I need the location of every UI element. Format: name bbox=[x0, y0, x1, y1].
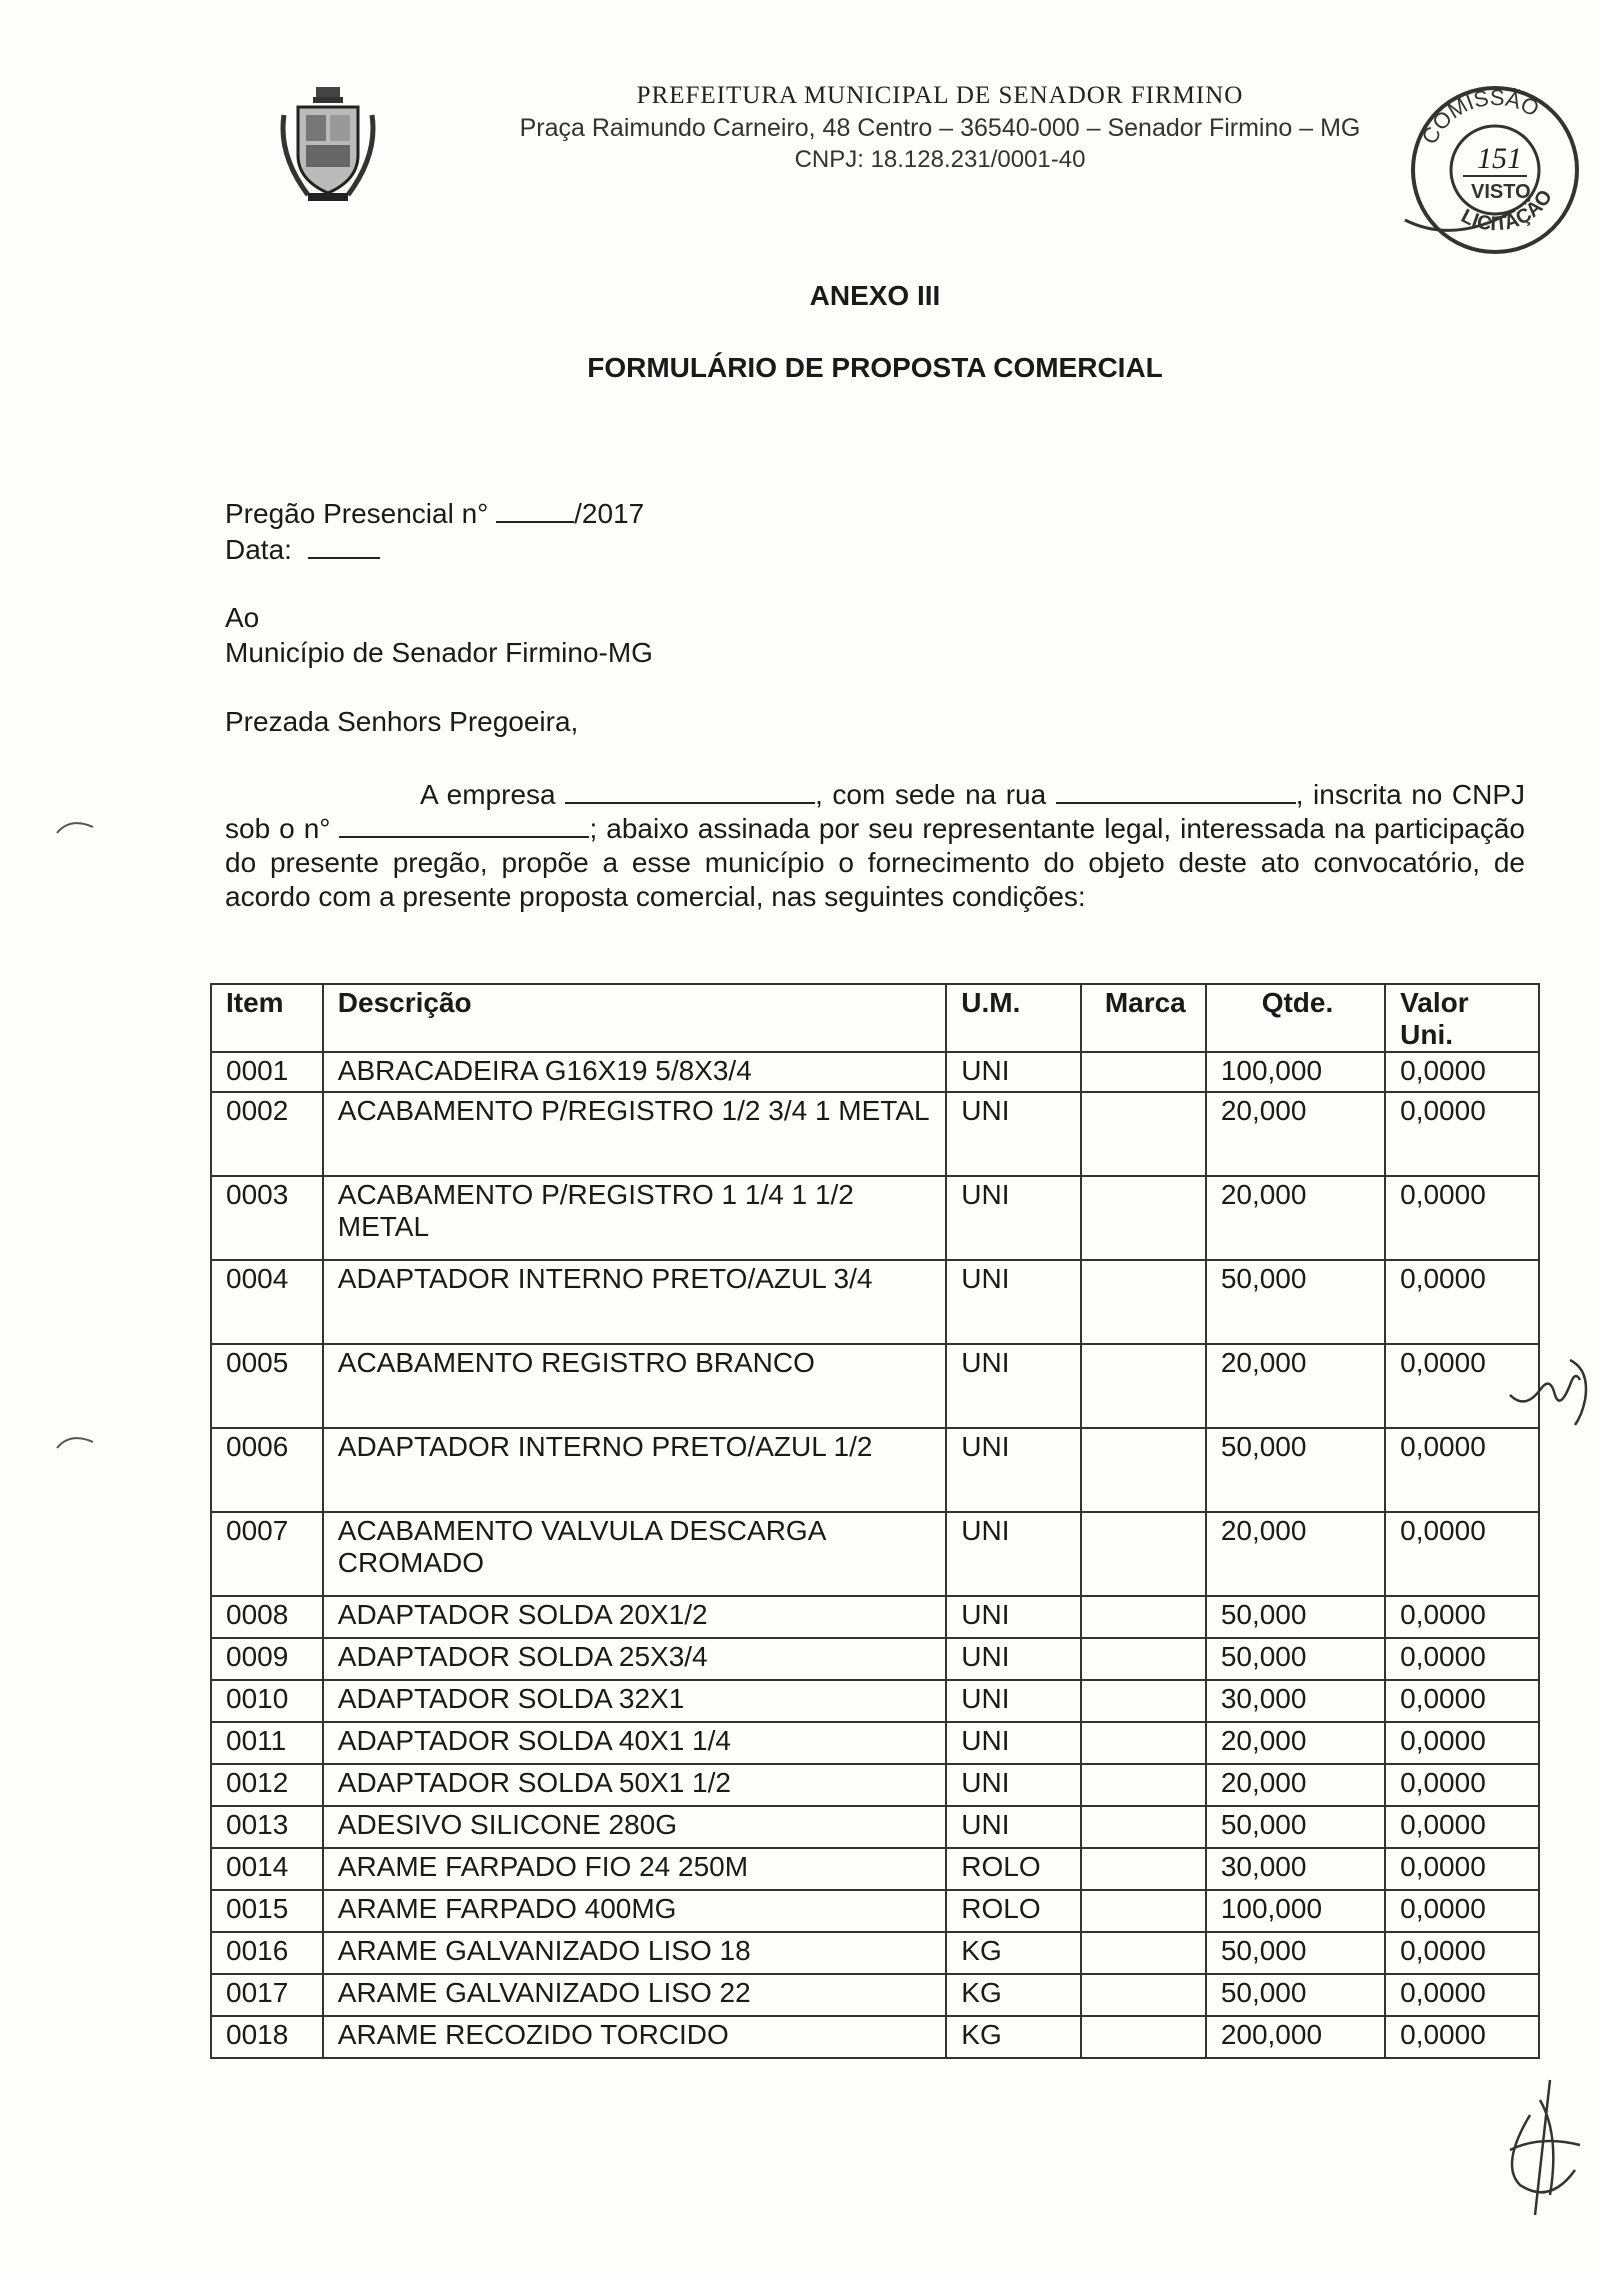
cell-qtde: 20,000 bbox=[1206, 1176, 1385, 1260]
cell-qtde: 20,000 bbox=[1206, 1344, 1385, 1428]
letterhead-address: Praça Raimundo Carneiro, 48 Centro – 36540-000 – Senador Firmino – MG bbox=[519, 114, 1361, 142]
cell-item: 0003 bbox=[211, 1176, 323, 1260]
cell-item: 0008 bbox=[211, 1596, 323, 1638]
cell-valor: 0,0000 bbox=[1385, 1512, 1539, 1596]
proposal-paragraph bbox=[225, 778, 1525, 914]
cell-um: UNI bbox=[946, 1638, 1080, 1680]
municipal-crest-icon bbox=[278, 85, 378, 205]
cell-description: ADAPTADOR SOLDA 20X1/2 bbox=[323, 1596, 946, 1638]
header-marca: Marca bbox=[1081, 984, 1206, 1052]
cell-qtde: 100,000 bbox=[1206, 1890, 1385, 1932]
cell-um: UNI bbox=[946, 1596, 1080, 1638]
cell-um: UNI bbox=[946, 1344, 1080, 1428]
cell-valor: 0,0000 bbox=[1385, 1680, 1539, 1722]
annex-heading: ANEXO III bbox=[809, 280, 941, 311]
cell-marca bbox=[1081, 1764, 1206, 1806]
commission-stamp bbox=[1395, 70, 1595, 270]
svg-text:151: 151 bbox=[1477, 142, 1522, 175]
cell-marca bbox=[1081, 1176, 1206, 1260]
table-row bbox=[211, 1974, 1539, 2016]
addressee-line-1: Ao bbox=[225, 602, 260, 633]
cell-description: ADAPTADOR SOLDA 40X1 1/4 bbox=[323, 1722, 946, 1764]
letterhead-cnpj: CNPJ: 18.128.231/0001-40 bbox=[794, 146, 1086, 173]
cell-qtde: 50,000 bbox=[1206, 1428, 1385, 1512]
header-item: Item bbox=[211, 984, 323, 1052]
cell-description: ACABAMENTO REGISTRO BRANCO bbox=[323, 1344, 946, 1428]
cell-um: UNI bbox=[946, 1428, 1080, 1512]
cell-item: 0010 bbox=[211, 1680, 323, 1722]
cell-valor: 0,0000 bbox=[1385, 1428, 1539, 1512]
margin-mark bbox=[55, 1430, 95, 1450]
cell-description: ACABAMENTO VALVULA DESCARGA CROMADO bbox=[323, 1512, 946, 1596]
cell-um: UNI bbox=[946, 1722, 1080, 1764]
svg-text:VISTO: VISTO bbox=[1471, 181, 1531, 203]
salutation: Prezada Senhors Pregoeira, bbox=[225, 706, 579, 737]
cell-description: ADAPTADOR SOLDA 25X3/4 bbox=[323, 1638, 946, 1680]
cell-description: ARAME FARPADO 400MG bbox=[323, 1890, 946, 1932]
cell-valor: 0,0000 bbox=[1385, 1092, 1539, 1176]
cell-marca bbox=[1081, 1052, 1206, 1092]
table-row bbox=[211, 1932, 1539, 1974]
cell-item: 0017 bbox=[211, 1974, 323, 2016]
margin-mark bbox=[55, 815, 95, 835]
pregao-line bbox=[225, 496, 644, 532]
cell-item: 0018 bbox=[211, 2016, 323, 2058]
table-row bbox=[211, 1848, 1539, 1890]
cell-um: UNI bbox=[946, 1176, 1080, 1260]
header-valor: Valor Uni. bbox=[1385, 984, 1539, 1052]
table-header-row bbox=[211, 984, 1539, 1052]
cell-description: ACABAMENTO P/REGISTRO 1/2 3/4 1 METAL bbox=[323, 1092, 946, 1176]
pregao-number-blank[interactable] bbox=[496, 499, 574, 523]
cell-valor: 0,0000 bbox=[1385, 1890, 1539, 1932]
table-row bbox=[211, 1764, 1539, 1806]
cell-valor: 0,0000 bbox=[1385, 1344, 1539, 1428]
cell-description: ARAME GALVANIZADO LISO 22 bbox=[323, 1974, 946, 2016]
cell-qtde: 100,000 bbox=[1206, 1052, 1385, 1092]
date-line bbox=[225, 532, 380, 568]
date-blank[interactable] bbox=[308, 535, 380, 559]
cell-um: UNI bbox=[946, 1260, 1080, 1344]
cell-valor: 0,0000 bbox=[1385, 1806, 1539, 1848]
table-row bbox=[211, 2016, 1539, 2058]
date-label: Data: bbox=[225, 534, 292, 565]
cell-valor: 0,0000 bbox=[1385, 1848, 1539, 1890]
cell-marca bbox=[1081, 1512, 1206, 1596]
cell-marca bbox=[1081, 1932, 1206, 1974]
cell-valor: 0,0000 bbox=[1385, 1052, 1539, 1092]
cell-description: ADAPTADOR SOLDA 32X1 bbox=[323, 1680, 946, 1722]
cell-description: ADAPTADOR INTERNO PRETO/AZUL 1/2 bbox=[323, 1428, 946, 1512]
cell-marca bbox=[1081, 1596, 1206, 1638]
table-row bbox=[211, 1638, 1539, 1680]
cell-description: ARAME FARPADO FIO 24 250M bbox=[323, 1848, 946, 1890]
cell-marca bbox=[1081, 1344, 1206, 1428]
table-row bbox=[211, 1260, 1539, 1344]
cell-description: ACABAMENTO P/REGISTRO 1 1/4 1 1/2 METAL bbox=[323, 1176, 946, 1260]
cell-description: ADESIVO SILICONE 280G bbox=[323, 1806, 946, 1848]
header-description: Descrição bbox=[323, 984, 946, 1052]
addressee-line-2: Município de Senador Firmino-MG bbox=[225, 637, 653, 668]
cell-qtde: 50,000 bbox=[1206, 1596, 1385, 1638]
cell-valor: 0,0000 bbox=[1385, 1932, 1539, 1974]
paragraph-part-1: A empresa bbox=[420, 779, 556, 810]
cell-description: ARAME GALVANIZADO LISO 18 bbox=[323, 1932, 946, 1974]
table-row bbox=[211, 1052, 1539, 1092]
cell-item: 0007 bbox=[211, 1512, 323, 1596]
table-row bbox=[211, 1176, 1539, 1260]
header-qtde: Qtde. bbox=[1206, 984, 1385, 1052]
table-row bbox=[211, 1722, 1539, 1764]
paragraph-part-3: , inscrita no CNPJ sob o n° bbox=[225, 779, 1526, 844]
table-row bbox=[211, 1680, 1539, 1722]
cell-qtde: 20,000 bbox=[1206, 1092, 1385, 1176]
cell-um: UNI bbox=[946, 1764, 1080, 1806]
cell-item: 0006 bbox=[211, 1428, 323, 1512]
cell-marca bbox=[1081, 1722, 1206, 1764]
company-name-blank[interactable] bbox=[565, 780, 815, 804]
cell-item: 0004 bbox=[211, 1260, 323, 1344]
cell-valor: 0,0000 bbox=[1385, 1722, 1539, 1764]
cell-qtde: 30,000 bbox=[1206, 1680, 1385, 1722]
pregao-year: /2017 bbox=[574, 498, 645, 529]
cell-qtde: 20,000 bbox=[1206, 1512, 1385, 1596]
cell-um: UNI bbox=[946, 1806, 1080, 1848]
cell-qtde: 50,000 bbox=[1206, 1974, 1385, 2016]
cell-qtde: 50,000 bbox=[1206, 1932, 1385, 1974]
cell-um: KG bbox=[946, 1932, 1080, 1974]
letterhead bbox=[440, 80, 1440, 176]
cell-description: ABRACADEIRA G16X19 5/8X3/4 bbox=[323, 1052, 946, 1092]
margin-initials-signature bbox=[1500, 1340, 1600, 1430]
cell-qtde: 30,000 bbox=[1206, 1848, 1385, 1890]
cell-item: 0016 bbox=[211, 1932, 323, 1974]
cell-marca bbox=[1081, 1428, 1206, 1512]
cell-description: ADAPTADOR INTERNO PRETO/AZUL 3/4 bbox=[323, 1260, 946, 1344]
cell-qtde: 50,000 bbox=[1206, 1638, 1385, 1680]
svg-text:COMISSÃO: COMISSÃO bbox=[1416, 84, 1544, 149]
cell-valor: 0,0000 bbox=[1385, 1260, 1539, 1344]
cell-um: UNI bbox=[946, 1512, 1080, 1596]
cell-marca bbox=[1081, 1680, 1206, 1722]
cell-marca bbox=[1081, 1260, 1206, 1344]
cell-item: 0009 bbox=[211, 1638, 323, 1680]
paragraph-part-2: , com sede na rua bbox=[815, 779, 1047, 810]
street-blank[interactable] bbox=[1056, 780, 1296, 804]
cell-qtde: 200,000 bbox=[1206, 2016, 1385, 2058]
table-row bbox=[211, 1512, 1539, 1596]
svg-text:LICITAÇÃO: LICITAÇÃO bbox=[1457, 186, 1557, 236]
cell-um: KG bbox=[946, 1974, 1080, 2016]
cell-marca bbox=[1081, 1806, 1206, 1848]
table-row bbox=[211, 1092, 1539, 1176]
cell-valor: 0,0000 bbox=[1385, 1974, 1539, 2016]
cell-item: 0011 bbox=[211, 1722, 323, 1764]
cell-description: ARAME RECOZIDO TORCIDO bbox=[323, 2016, 946, 2058]
cell-qtde: 20,000 bbox=[1206, 1764, 1385, 1806]
cell-qtde: 20,000 bbox=[1206, 1722, 1385, 1764]
table-row bbox=[211, 1344, 1539, 1428]
cell-qtde: 50,000 bbox=[1206, 1260, 1385, 1344]
cell-marca bbox=[1081, 1974, 1206, 2016]
letterhead-title: PREFEITURA MUNICIPAL DE SENADOR FIRMINO bbox=[636, 82, 1244, 109]
cell-marca bbox=[1081, 1092, 1206, 1176]
cell-item: 0013 bbox=[211, 1806, 323, 1848]
pregao-label: Pregão Presencial n° bbox=[225, 498, 489, 529]
cell-um: KG bbox=[946, 2016, 1080, 2058]
items-table bbox=[210, 983, 1540, 2059]
cell-valor: 0,0000 bbox=[1385, 2016, 1539, 2058]
cell-um: UNI bbox=[946, 1052, 1080, 1092]
cell-marca bbox=[1081, 1890, 1206, 1932]
table-row bbox=[211, 1596, 1539, 1638]
cell-item: 0015 bbox=[211, 1890, 323, 1932]
cell-um: UNI bbox=[946, 1680, 1080, 1722]
cell-valor: 0,0000 bbox=[1385, 1638, 1539, 1680]
cell-valor: 0,0000 bbox=[1385, 1176, 1539, 1260]
cell-description: ADAPTADOR SOLDA 50X1 1/2 bbox=[323, 1764, 946, 1806]
cell-marca bbox=[1081, 1638, 1206, 1680]
cell-item: 0012 bbox=[211, 1764, 323, 1806]
cell-qtde: 50,000 bbox=[1206, 1806, 1385, 1848]
cell-um: ROLO bbox=[946, 1848, 1080, 1890]
header-um: U.M. bbox=[946, 984, 1080, 1052]
table-row bbox=[211, 1806, 1539, 1848]
form-title: FORMULÁRIO DE PROPOSTA COMERCIAL bbox=[587, 352, 1163, 383]
cell-valor: 0,0000 bbox=[1385, 1764, 1539, 1806]
table-row bbox=[211, 1890, 1539, 1932]
cell-valor: 0,0000 bbox=[1385, 1596, 1539, 1638]
cell-marca bbox=[1081, 1848, 1206, 1890]
cnpj-blank[interactable] bbox=[339, 814, 589, 838]
cell-um: UNI bbox=[946, 1092, 1080, 1176]
cell-um: ROLO bbox=[946, 1890, 1080, 1932]
paragraph-part-4: ; abaixo assinada por seu representante legal, interessada na participação do presente pregão, propõe a esse município o fornecimento do objeto deste ato convocatório, de acordo com a presente proposta comercial, nas seguintes condições: bbox=[225, 813, 1526, 912]
table-row bbox=[211, 1428, 1539, 1512]
cell-item: 0014 bbox=[211, 1848, 323, 1890]
cell-item: 0005 bbox=[211, 1344, 323, 1428]
cell-marca bbox=[1081, 2016, 1206, 2058]
cell-item: 0001 bbox=[211, 1052, 323, 1092]
cell-item: 0002 bbox=[211, 1092, 323, 1176]
page-signature bbox=[1480, 2075, 1590, 2225]
